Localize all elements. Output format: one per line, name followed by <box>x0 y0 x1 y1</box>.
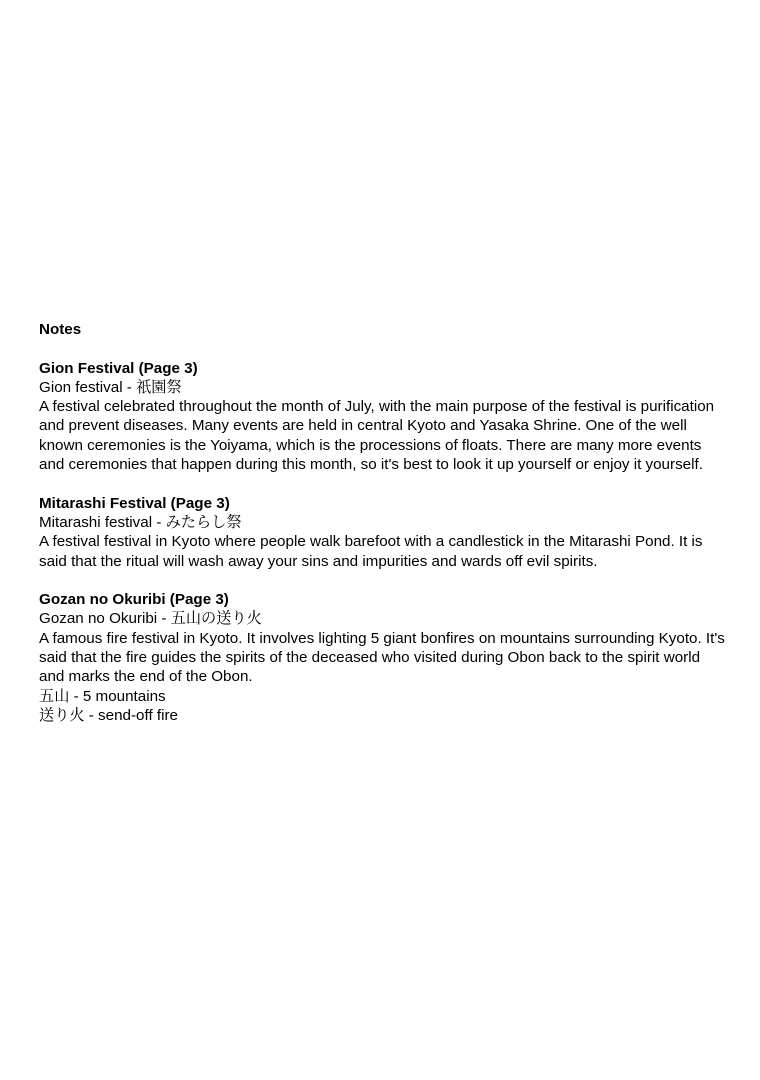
section-body: A festival festival in Kyoto where people walk barefoot with a candlestick in the Mitarashi Pond. It is said that the ritual will wash away your sins and impurities and wards off evil spirits. <box>39 533 703 570</box>
section-gion-festival <box>39 359 729 475</box>
section-subtitle: Gion festival - 祇園祭 <box>39 378 182 396</box>
section-gozan-no-okuribi <box>39 590 729 725</box>
page-heading: Notes <box>39 321 82 338</box>
section-body: A festival celebrated throughout the month of July, with the main purpose of the festival is purification and prevent diseases. Many events are held in central Kyoto and Yasaka Shrine. One of the well known ceremonies is the Yoiyama, which is the processions of floats. There are many more events and ceremonies that happen during this month, so it's best to look it up yourself or enjoy it yourself. <box>39 398 715 474</box>
section-subtitle: Gozan no Okuribi - 五山の送り火 <box>39 610 262 628</box>
section-title: Gion Festival (Page 3) <box>39 359 198 377</box>
section-mitarashi-festival <box>39 494 729 571</box>
section-subtitle: Mitarashi festival - みたらし祭 <box>39 513 242 531</box>
section-body: A famous fire festival in Kyoto. It involves lighting 5 giant bonfires on mountains surrounding Kyoto. It's said that the fire guides the spirits of the deceased who visited during Obon back to the spirit world and marks the end of the Obon. <box>39 629 725 686</box>
section-title: Gozan no Okuribi (Page 3) <box>39 591 229 609</box>
notes-page <box>39 320 729 745</box>
gloss-line: 送り火 - send-off fire <box>39 706 178 724</box>
section-title: Mitarashi Festival (Page 3) <box>39 494 230 512</box>
gloss-line: 五山 - 5 mountains <box>39 687 166 705</box>
